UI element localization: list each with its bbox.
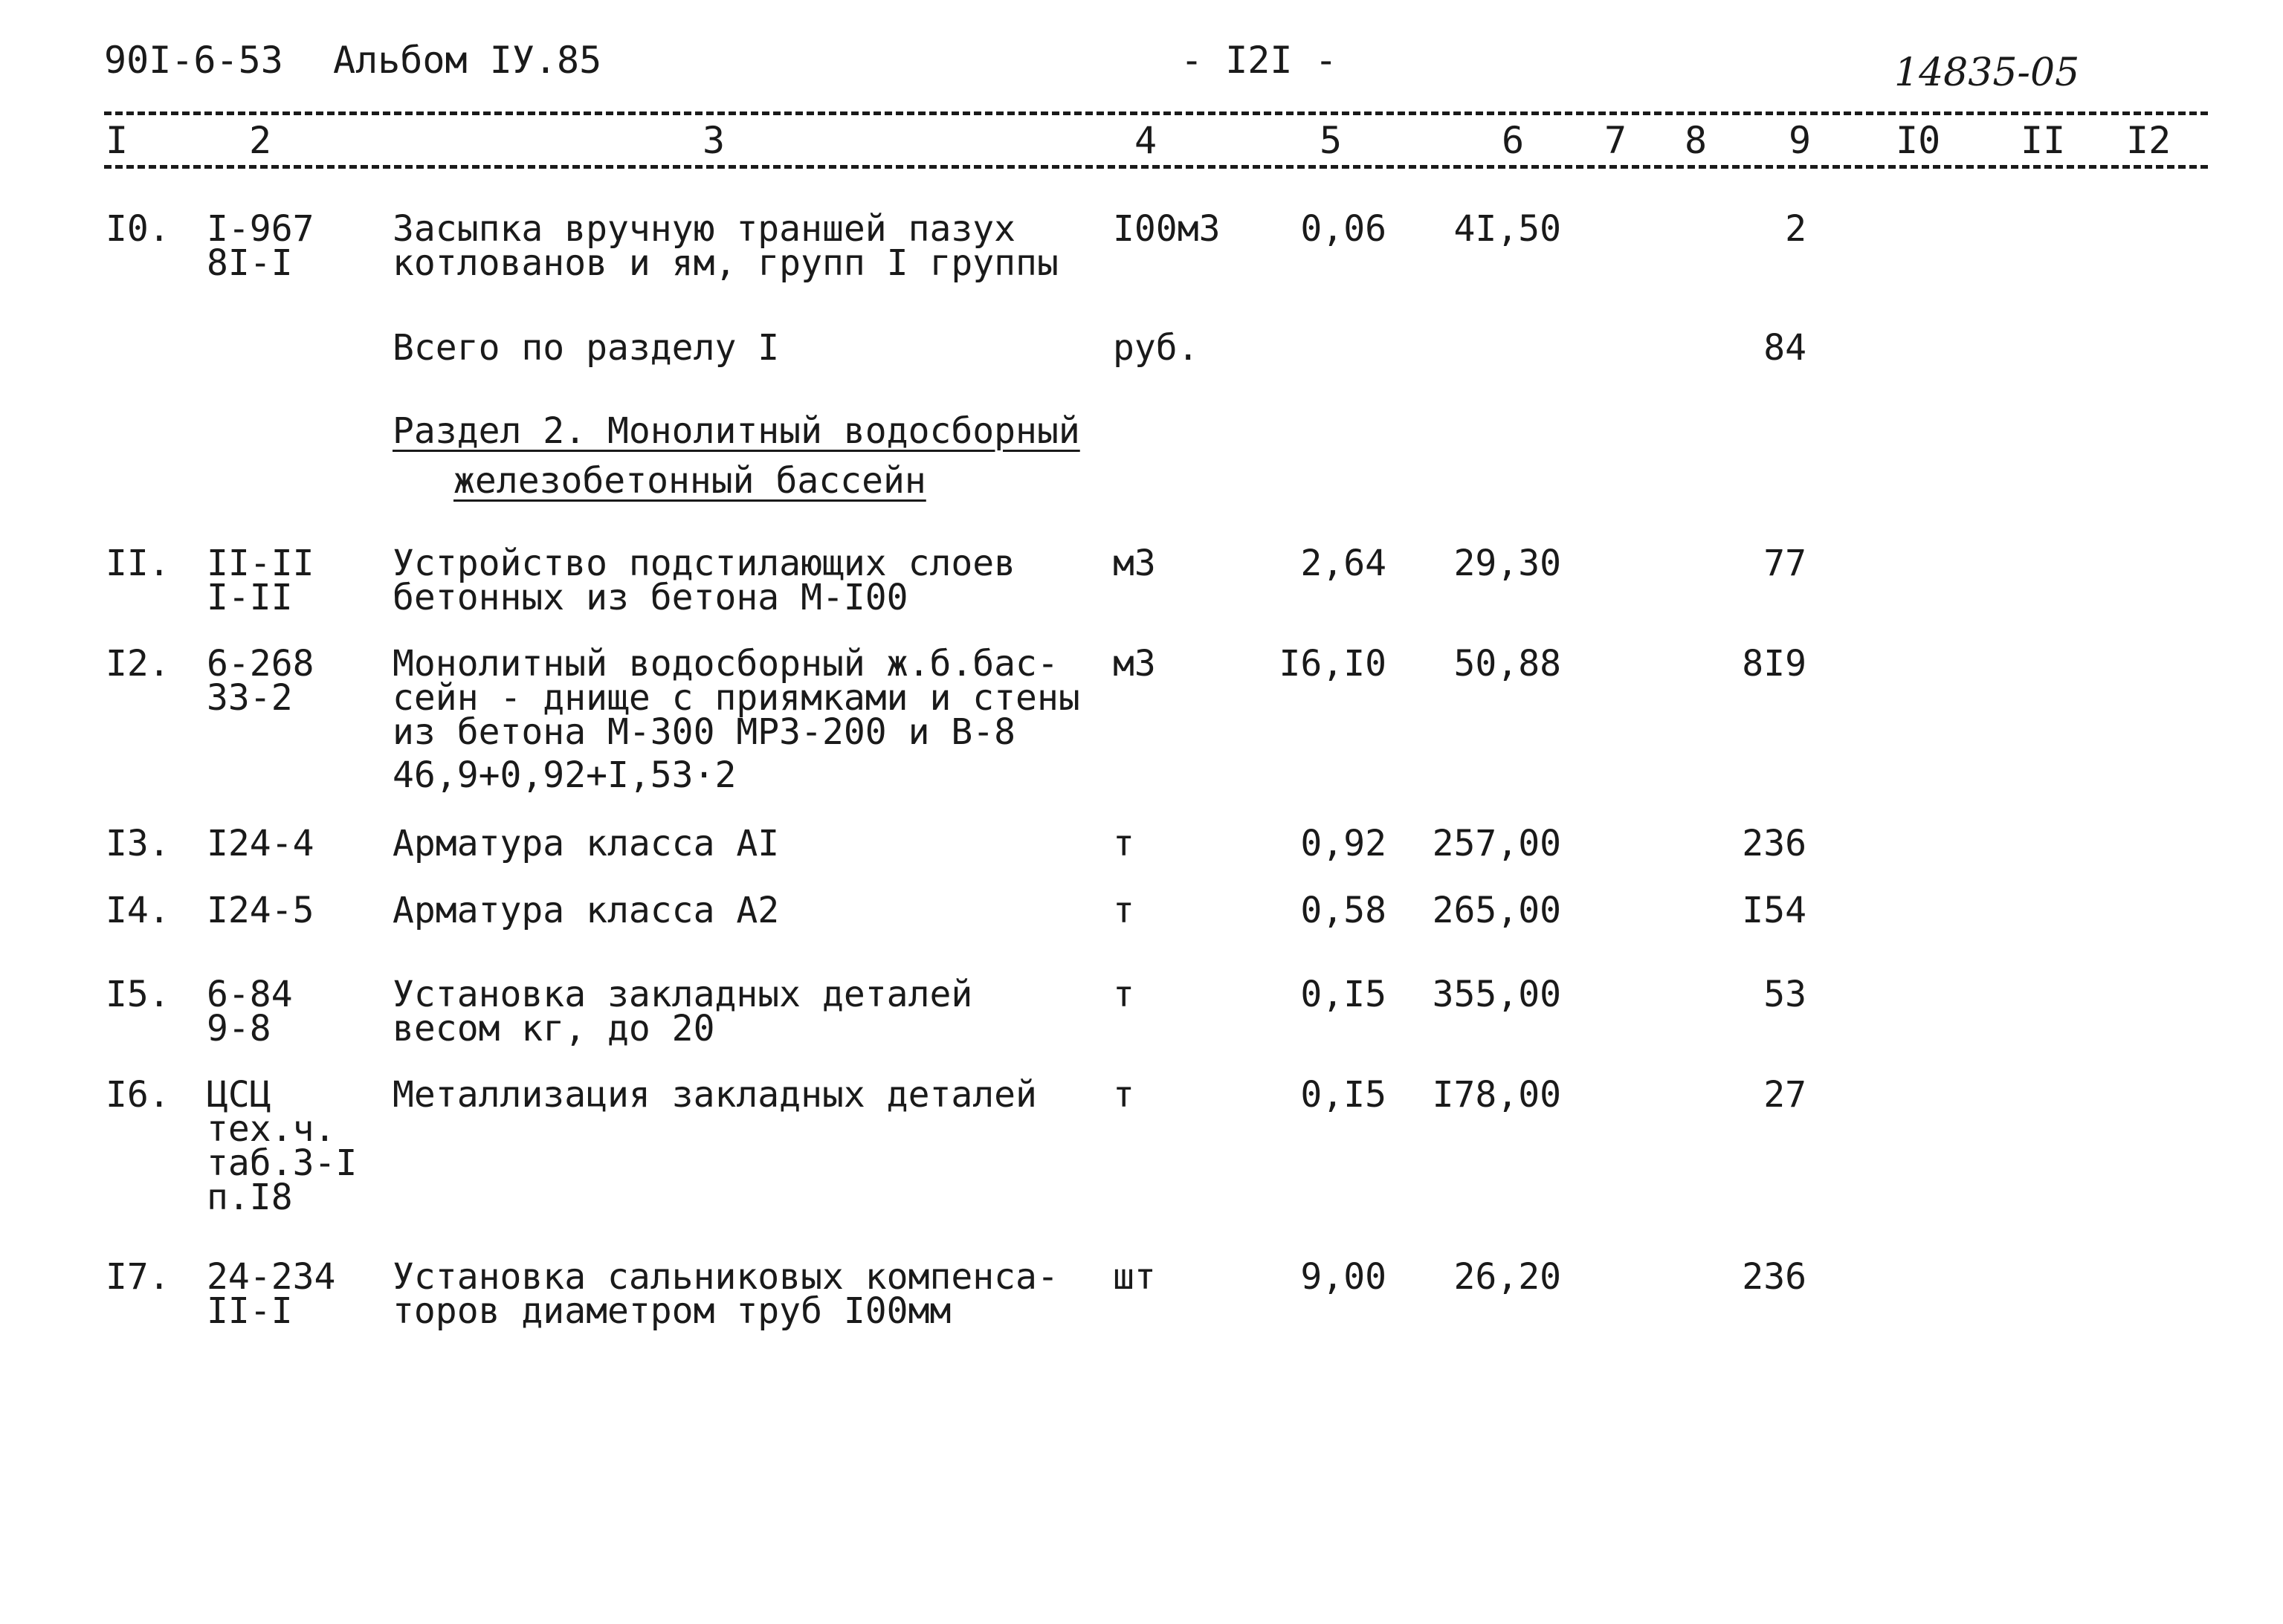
unit: м3 xyxy=(1113,643,1156,685)
total-cost: I54 xyxy=(1742,890,1806,931)
unit: т xyxy=(1113,1074,1134,1116)
total-cost: 8I9 xyxy=(1742,643,1806,685)
unit-price: 355,00 xyxy=(1432,974,1561,1015)
col-header: 6 xyxy=(1502,119,1525,162)
row-number: I0. xyxy=(106,208,170,250)
col-header: II xyxy=(2021,119,2066,162)
norm-code: ЦСЦ тех.ч. таб.3-I п.I8 xyxy=(207,1074,358,1218)
col-header: 3 xyxy=(703,119,726,162)
col-header: 5 xyxy=(1320,119,1343,162)
work-description: Установка закладных деталей весом кг, до 20 xyxy=(393,974,973,1049)
work-description: Монолитный водосборный ж.б.бас- сейн - днище с приямками и стены из бетона М-300 МРЗ-200 и В-8 xyxy=(393,643,1080,753)
header-rule-bottom xyxy=(104,165,2208,169)
unit: м3 xyxy=(1113,543,1156,584)
total-cost: 2 xyxy=(1785,208,1806,250)
row-number: I5. xyxy=(106,974,170,1015)
total-cost: 84 xyxy=(1763,327,1806,369)
row-number: I6. xyxy=(106,1074,170,1116)
col-header: I xyxy=(106,119,129,162)
norm-code: 6-84 9-8 xyxy=(207,974,293,1049)
work-description: Устройство подстилающих слоев бетонных из бетона М-I00 xyxy=(393,543,1016,618)
col-header: I0 xyxy=(1896,119,1941,162)
total-cost: 236 xyxy=(1742,823,1806,864)
total-cost: 236 xyxy=(1742,1256,1806,1298)
quantity: 0,92 xyxy=(1300,823,1386,864)
unit: т xyxy=(1113,823,1134,864)
unit-price: 257,00 xyxy=(1432,823,1561,864)
work-description: Арматура класса А2 xyxy=(393,890,780,931)
norm-code: 24-234 II-I xyxy=(207,1256,336,1332)
norm-code: 6-268 33-2 xyxy=(207,643,314,719)
unit-price: I78,00 xyxy=(1432,1074,1561,1116)
volume-formula: 46,9+0,92+I,53·2 xyxy=(393,754,737,796)
row-number: I4. xyxy=(106,890,170,931)
unit: т xyxy=(1113,974,1134,1015)
norm-code: I24-4 xyxy=(207,823,314,864)
unit: руб. xyxy=(1113,327,1199,369)
unit-price: 4I,50 xyxy=(1453,208,1561,250)
header-rule-top xyxy=(104,111,2208,115)
unit-price: 50,88 xyxy=(1453,643,1561,685)
col-header: 9 xyxy=(1789,119,1812,162)
quantity: 0,I5 xyxy=(1300,974,1386,1015)
row-number: I2. xyxy=(106,643,170,685)
col-header: 2 xyxy=(249,119,272,162)
doc-code: 90I-6-53 xyxy=(104,39,283,82)
quantity: 9,00 xyxy=(1300,1256,1386,1298)
col-header: 7 xyxy=(1604,119,1627,162)
unit: т xyxy=(1113,890,1134,931)
col-header: I2 xyxy=(2126,119,2171,162)
norm-code: II-II I-II xyxy=(207,543,314,618)
row-number: I7. xyxy=(106,1256,170,1298)
quantity: 0,06 xyxy=(1300,208,1386,250)
album-label: Альбом IУ.85 xyxy=(333,39,602,82)
work-description: Арматура класса АI xyxy=(393,823,780,864)
unit: шт xyxy=(1113,1256,1156,1298)
work-description: Установка сальниковых компенса- торов диаметром труб I00мм xyxy=(393,1256,1059,1332)
quantity: 0,I5 xyxy=(1300,1074,1386,1116)
section-total-label: Всего по разделу I xyxy=(393,327,780,369)
quantity: 0,58 xyxy=(1300,890,1386,931)
page-number: - I2I - xyxy=(1181,39,1337,82)
row-number: I3. xyxy=(106,823,170,864)
quantity: 2,64 xyxy=(1300,543,1386,584)
unit-price: 26,20 xyxy=(1453,1256,1561,1298)
quantity: I6,I0 xyxy=(1279,643,1386,685)
col-header: 4 xyxy=(1134,119,1157,162)
unit: I00м3 xyxy=(1113,208,1221,250)
work-description: Засыпка вручную траншей пазух котлованов и ям, групп I группы xyxy=(393,208,1059,284)
norm-code: I24-5 xyxy=(207,890,314,931)
unit-price: 265,00 xyxy=(1432,890,1561,931)
unit-price: 29,30 xyxy=(1453,543,1561,584)
work-description: Металлизация закладных деталей xyxy=(393,1074,1037,1116)
total-cost: 27 xyxy=(1763,1074,1806,1116)
col-header: 8 xyxy=(1685,119,1708,162)
total-cost: 77 xyxy=(1763,543,1806,584)
archive-stamp: 14835-05 xyxy=(1894,51,2080,95)
norm-code: I-967 8I-I xyxy=(207,208,314,284)
total-cost: 53 xyxy=(1763,974,1806,1015)
row-number: II. xyxy=(106,543,170,584)
